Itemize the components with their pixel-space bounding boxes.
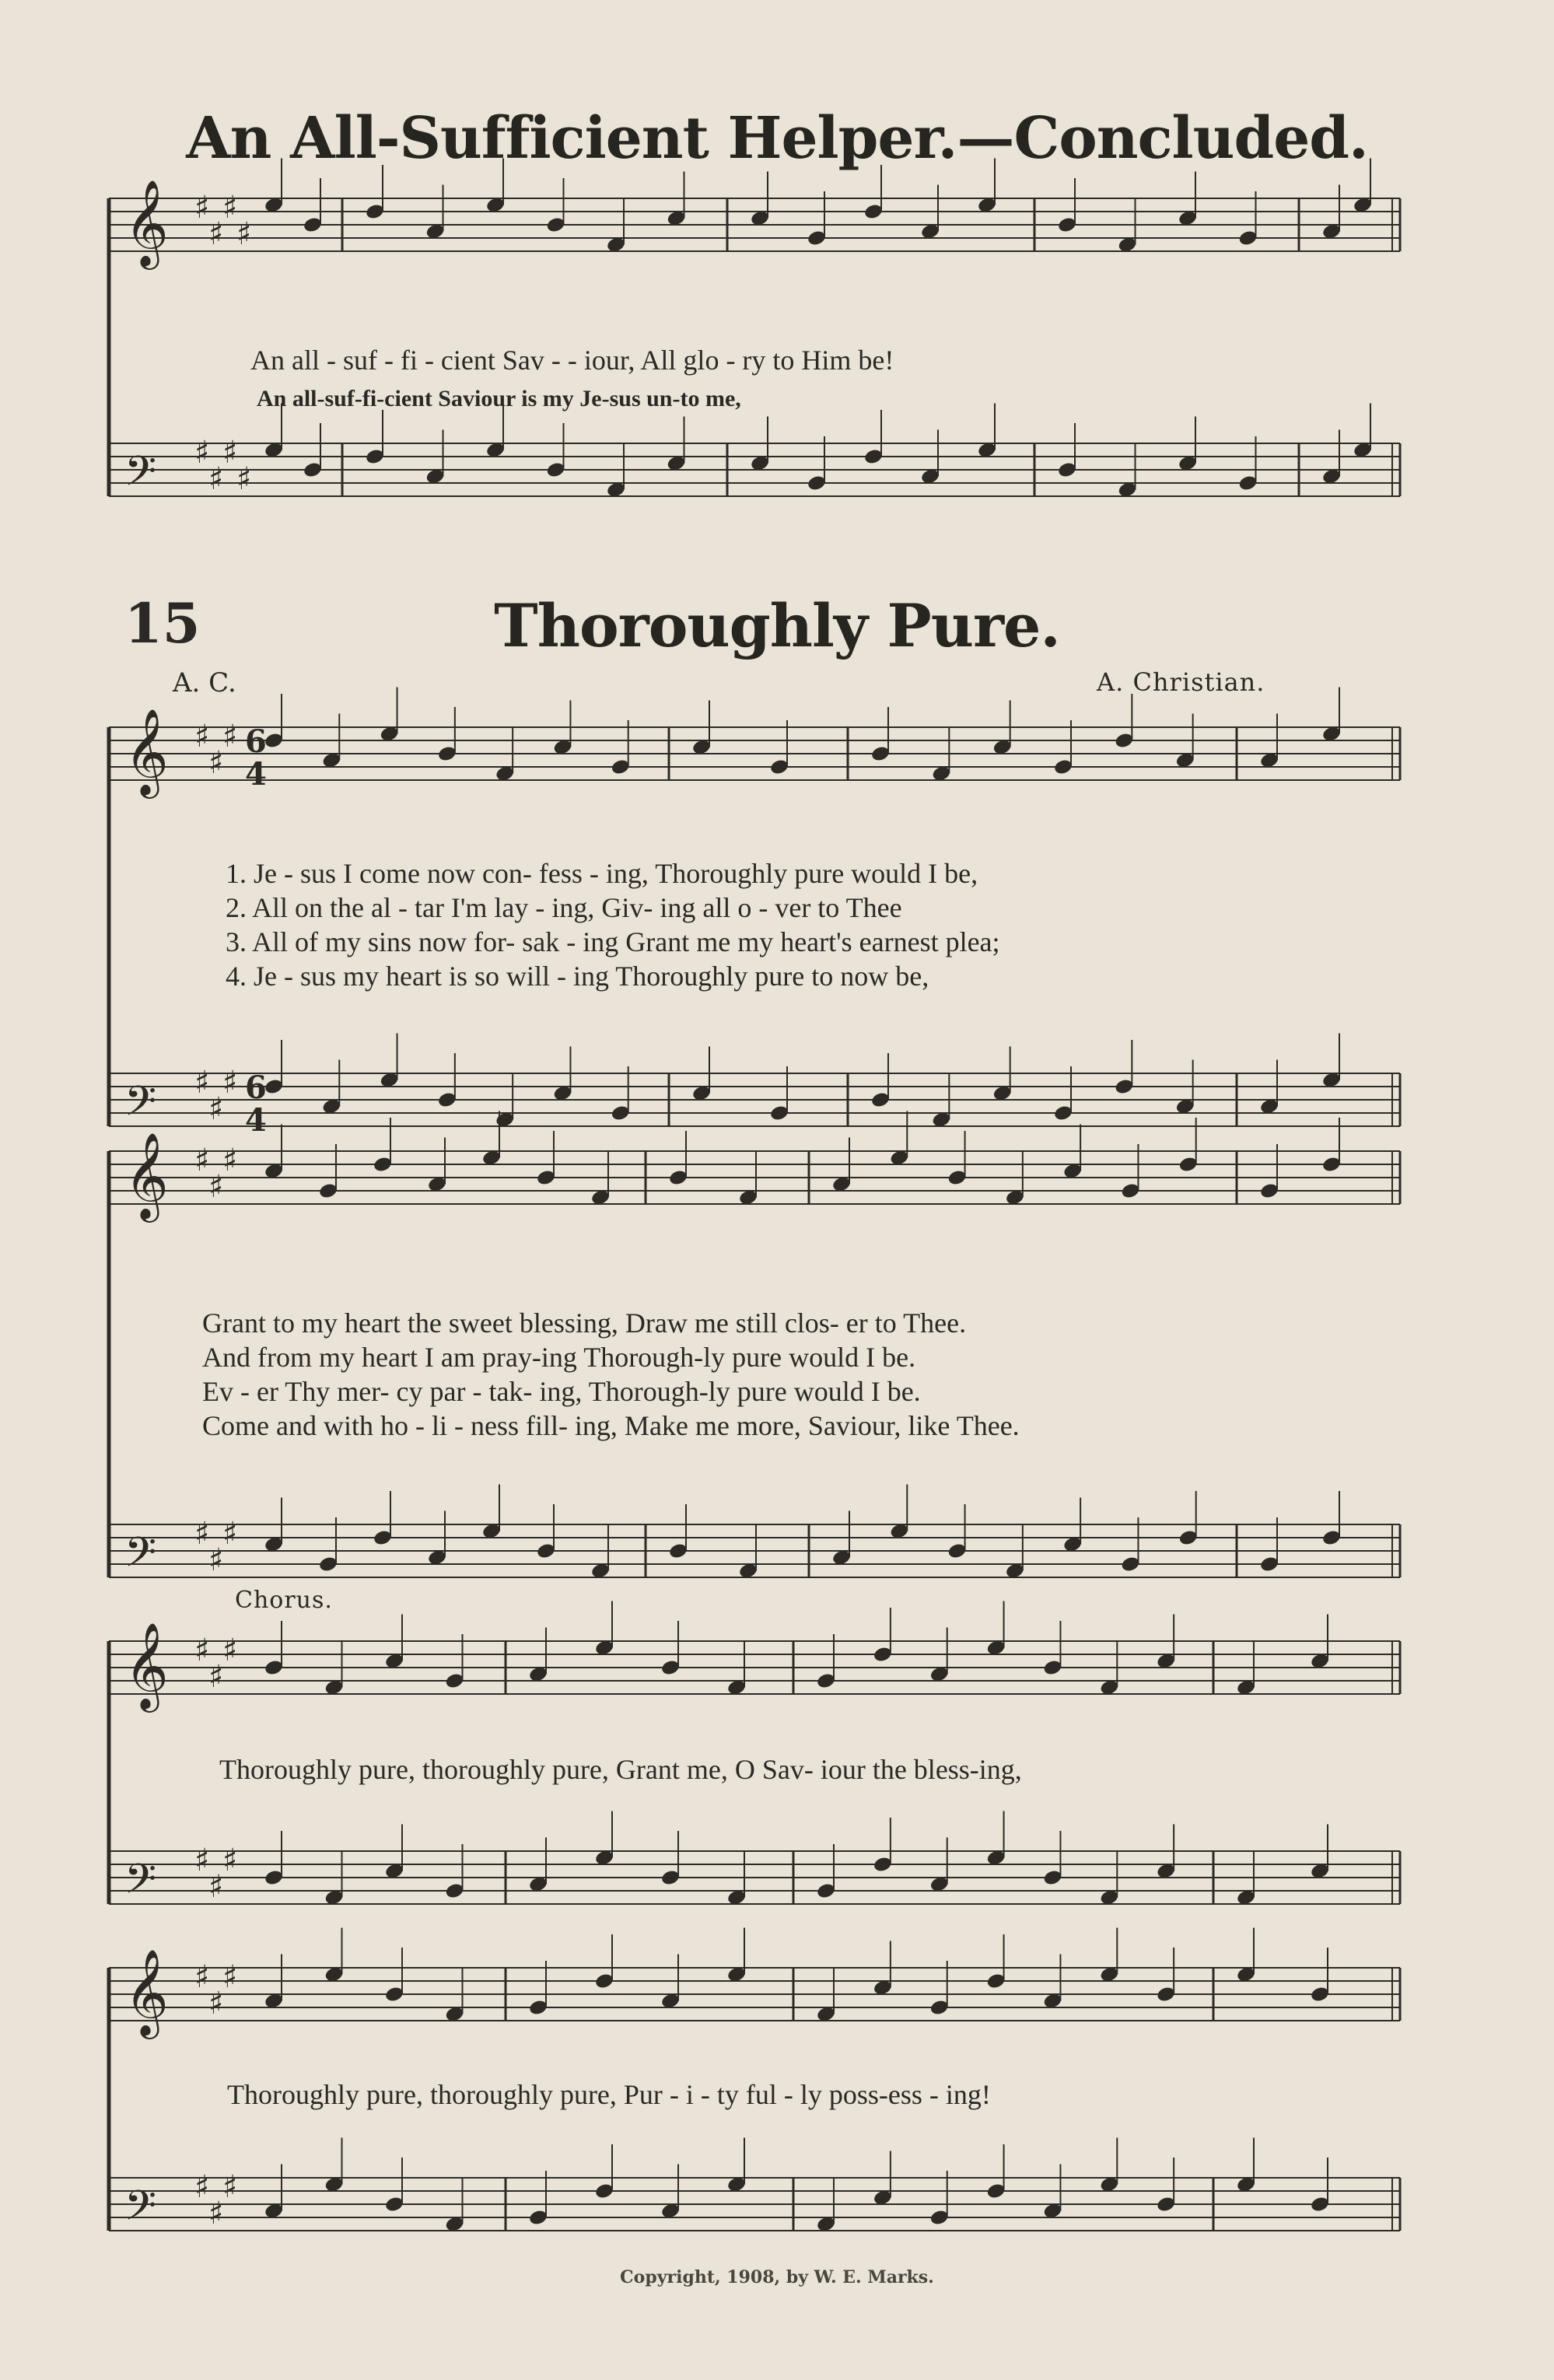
sharp-icon: ♯ — [222, 2169, 238, 2205]
sharp-icon: ♯ — [236, 461, 252, 497]
sharp-icon: ♯ — [194, 190, 210, 226]
chorus-line-1: Thoroughly pure, thoroughly pure, Grant me, O Sav- iour the bless-ing, — [219, 1754, 1022, 1785]
music-by: A. Christian. — [1097, 667, 1265, 697]
sharp-icon: ♯ — [208, 1169, 224, 1205]
bass-clef-icon: 𝄢 — [124, 2182, 157, 2240]
sharp-icon: ♯ — [208, 216, 224, 252]
sharp-icon: ♯ — [194, 1065, 210, 1101]
verse-2-line-a: 2. All on the al - tar I'm lay - ing, Giv- ing all o - ver to Thee — [226, 892, 902, 923]
sharp-icon: ♯ — [222, 190, 238, 226]
verse-4-line-b: Come and with ho - li - ness fill- ing, Make me more, Saviour, like Thee. — [202, 1410, 1020, 1441]
sharp-icon: ♯ — [222, 1516, 238, 1552]
previous-lyric-line-2: An all-suf-fi-cient Saviour is my Je-sus un-to me, — [257, 386, 741, 411]
verse-3-line-b: Ev - er Thy mer- cy par - tak- ing, Thorough-ly pure would I be. — [202, 1376, 921, 1407]
sharp-icon: ♯ — [222, 435, 238, 471]
sharp-icon: ♯ — [236, 216, 252, 252]
previous-lyric-line-1: An all - suf - fi - cient Sav - - iour, All glo - ry to Him be! — [250, 345, 894, 376]
bass-clef-icon: 𝄢 — [124, 1529, 157, 1587]
verse-1-line-b: Grant to my heart the sweet blessing, Draw me still clos- er to Thee. — [202, 1307, 967, 1339]
sharp-icon: ♯ — [208, 745, 224, 781]
sharp-icon: ♯ — [208, 1869, 224, 1905]
time-signature-denominator: 4 — [245, 1102, 267, 1139]
copyright-notice: Copyright, 1908, by W. E. Marks. — [620, 2267, 934, 2287]
sharp-icon: ♯ — [222, 1143, 238, 1178]
time-signature-numerator: 6 — [245, 723, 267, 760]
sharp-icon: ♯ — [222, 1843, 238, 1878]
sharp-icon: ♯ — [194, 1633, 210, 1668]
bass-clef-icon: 𝄢 — [124, 1856, 157, 1913]
sharp-icon: ♯ — [194, 2169, 210, 2205]
previous-hymn-title: An All-Sufficient Helper.—Concluded. — [186, 105, 1368, 172]
sharp-icon: ♯ — [194, 1959, 210, 1995]
treble-clef-icon: 𝄞 — [124, 179, 169, 266]
treble-clef-icon: 𝄞 — [124, 708, 169, 795]
sharp-icon: ♯ — [222, 719, 238, 754]
sharp-icon: ♯ — [208, 461, 224, 497]
sharp-icon: ♯ — [222, 1633, 238, 1668]
sharp-icon: ♯ — [222, 1959, 238, 1995]
bass-clef-icon: 𝄢 — [124, 1078, 157, 1136]
verse-1-line-a: 1. Je - sus I come now con- fess - ing, Thoroughly pure would I be, — [226, 858, 978, 889]
hymn-number: 15 — [124, 591, 201, 656]
sharp-icon: ♯ — [208, 2196, 224, 2231]
sharp-icon: ♯ — [208, 1542, 224, 1578]
sharp-icon: ♯ — [194, 719, 210, 754]
treble-clef-icon: 𝄞 — [124, 1622, 169, 1709]
sharp-icon: ♯ — [194, 1143, 210, 1178]
verse-3-line-a: 3. All of my sins now for- sak - ing Grant me my heart's earnest plea; — [226, 926, 1000, 957]
words-by: A. C. — [173, 667, 236, 698]
sharp-icon: ♯ — [208, 1091, 224, 1127]
hymn-title: Thoroughly Pure. — [494, 591, 1060, 660]
verse-4-line-a: 4. Je - sus my heart is so will - ing Thoroughly pure to now be, — [226, 961, 929, 992]
treble-clef-icon: 𝄞 — [124, 1948, 169, 2035]
time-signature-denominator: 4 — [245, 756, 267, 793]
verse-2-line-b: And from my heart I am pray-ing Thorough-ly pure would I be. — [202, 1342, 916, 1373]
sharp-icon: ♯ — [194, 435, 210, 471]
treble-clef-icon: 𝄞 — [124, 1132, 169, 1219]
chorus-label: Chorus. — [235, 1587, 333, 1614]
sharp-icon: ♯ — [194, 1516, 210, 1552]
sharp-icon: ♯ — [222, 1065, 238, 1101]
sharp-icon: ♯ — [208, 1986, 224, 2021]
sharp-icon: ♯ — [194, 1843, 210, 1878]
chorus-line-2: Thoroughly pure, thoroughly pure, Pur - i - ty ful - ly poss-ess - ing! — [227, 2079, 991, 2110]
sharp-icon: ♯ — [208, 1659, 224, 1695]
bass-clef-icon: 𝄢 — [124, 448, 157, 506]
time-signature-numerator: 6 — [245, 1069, 267, 1106]
